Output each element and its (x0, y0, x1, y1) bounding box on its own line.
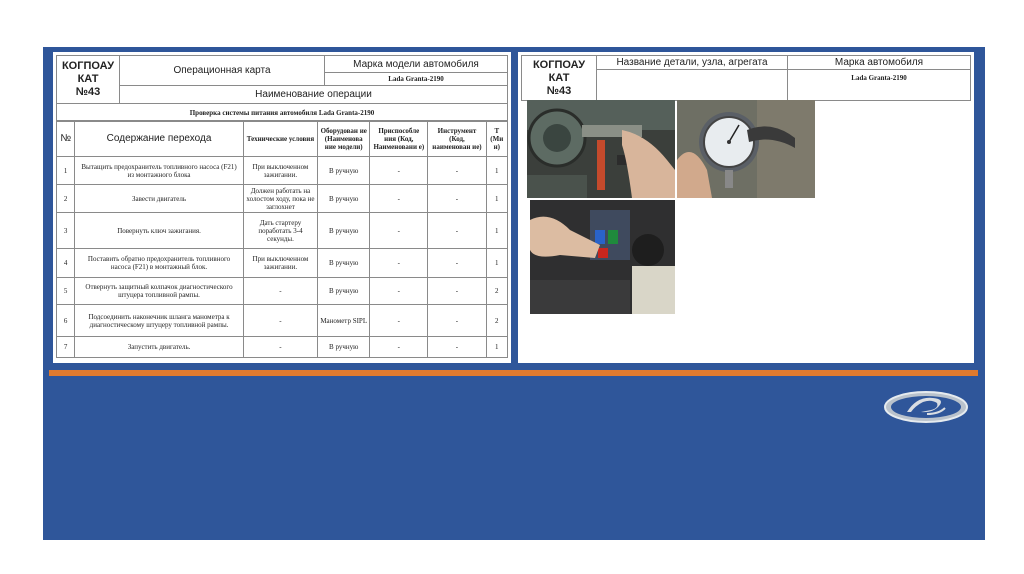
org-line-2: КАТ (77, 73, 99, 85)
steps-table (56, 120, 508, 358)
org-line-3: №43 (75, 86, 101, 98)
row-content: Поставить обратно предохранитель топливного насоса (F21) в монтажный блок. (75, 249, 243, 278)
operation-label: Наименование операции (120, 86, 508, 104)
row-content: Повернуть ключ зажигания. (75, 213, 243, 249)
row-time: 2 (486, 278, 507, 305)
row-time: 1 (486, 185, 507, 213)
row-conditions: При выключенном зажигании. (243, 157, 317, 185)
row-equipment: В ручную (318, 249, 370, 278)
pressure-gauge-photo (677, 100, 815, 198)
part-card (518, 52, 974, 363)
row-time: 1 (486, 337, 507, 358)
row-fixture: - (370, 185, 428, 213)
part-label: Название детали, узла, агрегата (597, 56, 788, 70)
row-content: Вытащить предохранитель топливного насоса (F21) из монтажного блока (75, 157, 243, 185)
brand-value: Lada Granta-2190 (788, 70, 971, 101)
operation-card-header (56, 55, 508, 122)
row-equipment: В ручную (318, 213, 370, 249)
row-num: 3 (57, 213, 75, 249)
table-row (57, 185, 508, 213)
engine-fuel-rail-image (527, 100, 675, 198)
row-time: 1 (486, 249, 507, 278)
fuse-block-image (530, 200, 675, 314)
row-tool: - (428, 185, 486, 213)
row-content: Запустить двигатель. (75, 337, 243, 358)
row-equipment: В ручную (318, 278, 370, 305)
row-num: 6 (57, 305, 75, 337)
row-content: Подсоединить наконечник шланга манометра к диагностическому штуцеру топливной рампы. (75, 305, 243, 337)
row-conditions: - (243, 278, 317, 305)
row-content: Отвернуть защитный колпачок диагностического штуцера топливной рампы. (75, 278, 243, 305)
pressure-gauge-image (677, 100, 815, 198)
lada-logo-icon (883, 390, 969, 424)
row-conditions: Дать стартеру поработать 3-4 секунды. (243, 213, 317, 249)
org-line-1: КОГПОАУ (532, 58, 586, 71)
table-row (57, 157, 508, 185)
row-conditions: Должен работать на холостом ходу, пока не заглохнет (243, 185, 317, 213)
table-row (57, 337, 508, 358)
operation-value: Проверка системы питания автомобиля Lada Granta-2190 (57, 104, 508, 122)
org-cell (57, 56, 120, 104)
row-equipment: В ручную (318, 337, 370, 358)
model-value: Lada Granta-2190 (325, 73, 508, 86)
row-tool: - (428, 337, 486, 358)
row-tool: - (428, 278, 486, 305)
part-value (597, 70, 788, 101)
accent-stripe (49, 370, 978, 376)
row-tool: - (428, 157, 486, 185)
col-time: Т (Ми н) (486, 121, 507, 157)
col-content: Содержание перехода (75, 121, 243, 157)
row-fixture: - (370, 337, 428, 358)
row-time: 1 (486, 157, 507, 185)
part-card-header (521, 55, 971, 101)
col-tool: Инструмент (Код, наименован ие) (428, 121, 486, 157)
row-equipment: В ручную (318, 157, 370, 185)
card-title: Операционная карта (120, 56, 325, 86)
brand-label: Марка автомобиля (788, 56, 971, 70)
row-equipment: В ручную (318, 185, 370, 213)
row-content: Завести двигатель (75, 185, 243, 213)
lada-logo (883, 390, 969, 424)
row-fixture: - (370, 157, 428, 185)
model-label: Марка модели автомобиля (325, 56, 508, 73)
engine-fuel-rail-photo (527, 100, 675, 198)
row-num: 1 (57, 157, 75, 185)
org-line-2: КАТ (548, 71, 570, 84)
row-tool: - (428, 249, 486, 278)
col-conditions: Технические условия (243, 121, 317, 157)
row-equipment: Манометр SIPL (318, 305, 370, 337)
row-tool: - (428, 213, 486, 249)
table-row (57, 213, 508, 249)
row-conditions: - (243, 337, 317, 358)
col-fixture: Приспособле ния (Код, Наименовани е) (370, 121, 428, 157)
col-num: № (57, 121, 75, 157)
row-fixture: - (370, 249, 428, 278)
fuse-block-photo (530, 200, 675, 314)
table-row (57, 249, 508, 278)
org-line-1: КОГПОАУ (61, 60, 115, 72)
row-conditions: При выключенном зажигании. (243, 249, 317, 278)
row-conditions: - (243, 305, 317, 337)
row-fixture: - (370, 278, 428, 305)
row-num: 7 (57, 337, 75, 358)
operation-card (53, 52, 511, 363)
table-row (57, 278, 508, 305)
row-num: 5 (57, 278, 75, 305)
row-num: 2 (57, 185, 75, 213)
row-num: 4 (57, 249, 75, 278)
org-line-3: №43 (546, 84, 572, 97)
row-fixture: - (370, 213, 428, 249)
col-equipment: Оборудован ие (Наименова ние модели) (318, 121, 370, 157)
row-time: 2 (486, 305, 507, 337)
row-fixture: - (370, 305, 428, 337)
row-tool: - (428, 305, 486, 337)
org-cell (522, 56, 597, 101)
row-time: 1 (486, 213, 507, 249)
table-row (57, 305, 508, 337)
